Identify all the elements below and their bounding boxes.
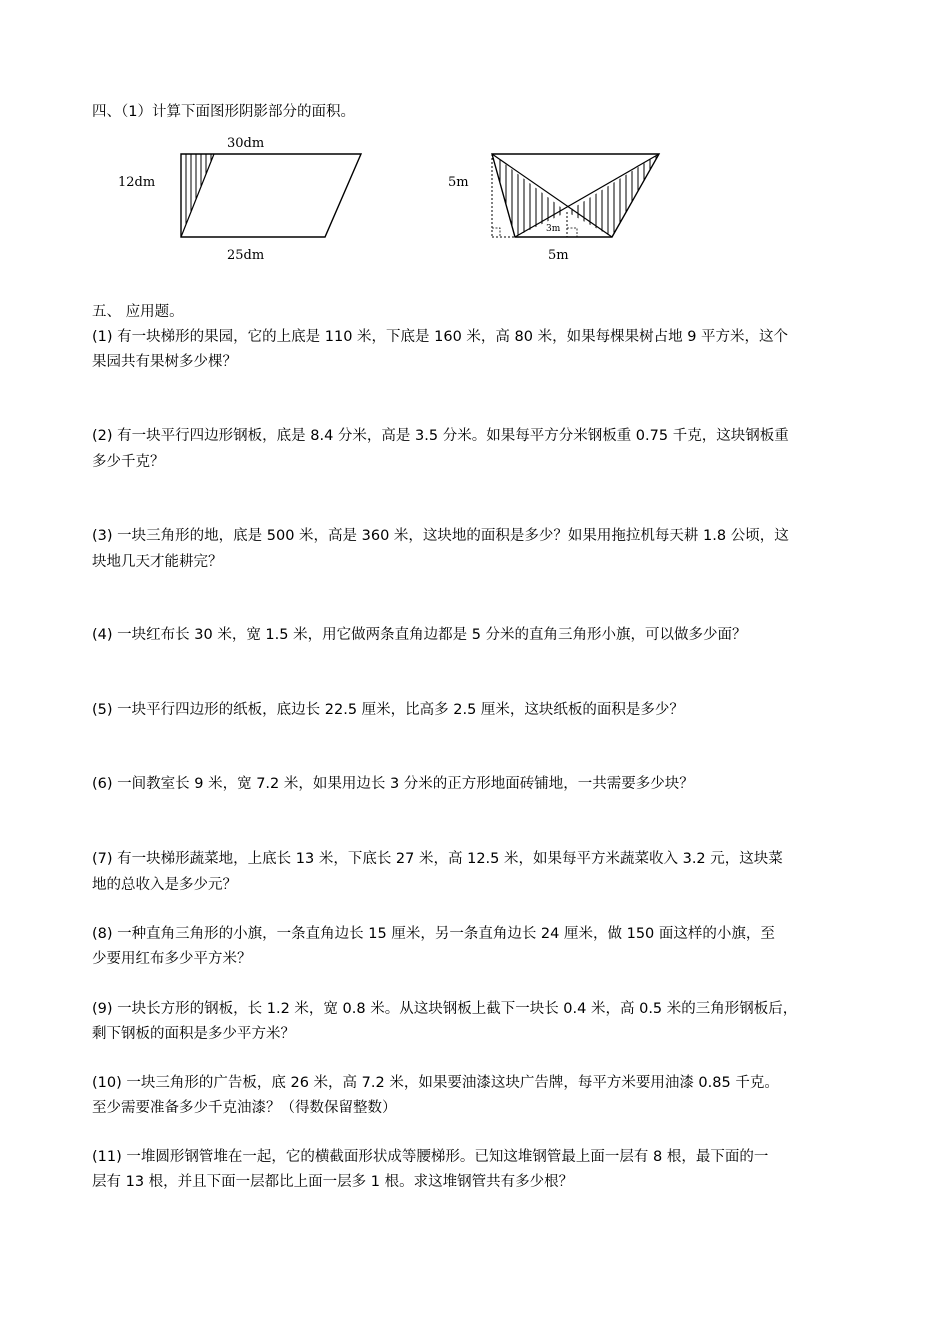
problem-7-line-2: 地的总收入是多少元？ — [92, 877, 237, 893]
figure2-inner-label: 3m — [546, 224, 561, 234]
problem-11-line-1: (11) 一堆圆形钢管堆在一起，它的横截面形状成等腰梯形。已知这堆钢管最上面一层有 8 根，最下面的一 — [92, 1149, 769, 1165]
problem-3-line-1: (3) 一块三角形的地，底是 500 米，高是 360 米，这块地的面积是多少？如果用拖拉机每天耕 1.8 公顷，这 — [92, 528, 789, 544]
problem-5-line-1: (5) 一块平行四边形的纸板，底边长 22.5 厘米，比高多 2.5 厘米，这块纸板的面积是多少？ — [92, 702, 684, 718]
problem-9-line-1: (9) 一块长方形的钢板，长 1.2 米，宽 0.8 米。从这块钢板上截下一块长 0.4 米，高 0.5 米的三角形钢板后， — [92, 1001, 798, 1017]
section5-heading: 五、 应用题。 — [92, 304, 184, 320]
problem-1-line-1: (1) 有一块梯形的果园，它的上底是 110 米，下底是 160 米，高 80 米，如果每棵果树占地 9 平方米，这个 — [92, 329, 789, 345]
figure1-bottom-label: 25dm — [227, 248, 265, 263]
problem-7-line-1: (7) 有一块梯形蔬菜地，上底长 13 米，下底长 27 米，高 12.5 米，如果每平方米蔬菜收入 3.2 元，这块菜 — [92, 851, 783, 867]
problem-4-line-1: (4) 一块红布长 30 米，宽 1.5 米，用它做两条直角边都是 5 分米的直角三角形小旗，可以做多少面？ — [92, 627, 747, 643]
problem-2-line-2: 多少千克？ — [92, 454, 165, 470]
figure1-top-label: 30dm — [227, 136, 265, 151]
problem-8-line-2: 少要用红布多少平方米？ — [92, 951, 252, 967]
section4-heading: 四、（1）计算下面图形阴影部分的面积。 — [92, 104, 355, 120]
problem-10-line-1: (10) 一块三角形的广告板，底 26 米，高 7.2 米，如果要油漆这块广告牌，每平方米要用油漆 0.85 千克。 — [92, 1075, 779, 1091]
problem-11-line-2: 层有 13 根，并且下面一层都比上面一层多 1 根。求这堆钢管共有多少根？ — [92, 1174, 574, 1190]
problem-10-line-2: 至少需要准备多少千克油漆？（得数保留整数） — [92, 1100, 397, 1116]
problem-6-line-1: (6) 一间教室长 9 米，宽 7.2 米，如果用边长 3 分米的正方形地面砖铺地，一共需要多少块？ — [92, 776, 694, 792]
problem-1-line-2: 果园共有果树多少棵？ — [92, 354, 237, 370]
problem-8-line-1: (8) 一种直角三角形的小旗，一条直角边长 15 厘米，另一条直角边长 24 厘米，做 150 面这样的小旗，至 — [92, 926, 775, 942]
figure-trapezoid — [440, 142, 680, 272]
figure1-left-label: 12dm — [118, 175, 156, 190]
figure2-bottom-label: 5m — [548, 248, 569, 263]
figure-parallelogram — [110, 132, 390, 272]
problem-9-line-2: 剩下钢板的面积是多少平方米？ — [92, 1026, 295, 1042]
figure2-left-label: 5m — [448, 175, 469, 190]
problem-3-line-2: 块地几天才能耕完？ — [92, 554, 223, 570]
problem-2-line-1: (2) 有一块平行四边形钢板，底是 8.4 分米，高是 3.5 分米。如果每平方分米钢板重 0.75 千克，这块钢板重 — [92, 428, 789, 444]
